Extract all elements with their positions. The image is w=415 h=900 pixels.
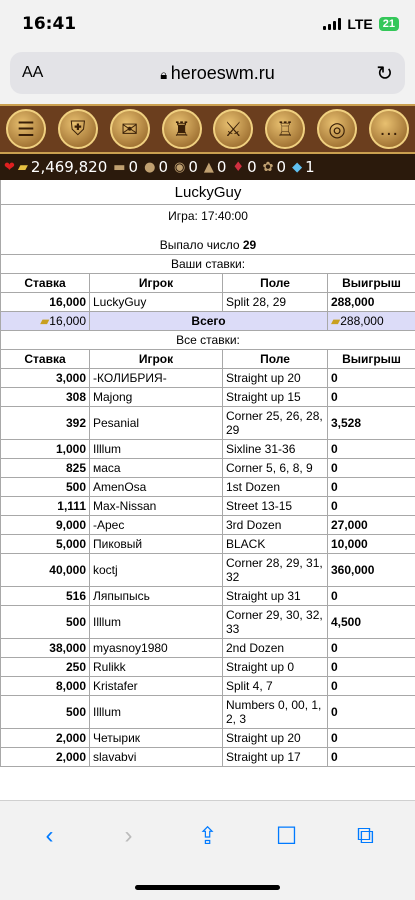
bet-amount: 40,000 bbox=[1, 554, 90, 587]
url-field[interactable] bbox=[10, 52, 405, 94]
gems-icon: ✿ bbox=[262, 159, 274, 175]
result-label: Выпало число bbox=[159, 238, 240, 252]
forward-icon[interactable]: › bbox=[124, 822, 133, 849]
result-line bbox=[1, 238, 415, 252]
bet-win: 360,000 bbox=[328, 554, 415, 587]
table-row bbox=[1, 440, 415, 459]
bet-win: 0 bbox=[328, 696, 415, 729]
results-table bbox=[0, 180, 415, 767]
tabs-icon[interactable]: ⧉ bbox=[356, 822, 375, 849]
bet-field: Straight up 15 bbox=[223, 388, 328, 407]
gold-icon: ▰ bbox=[331, 314, 341, 328]
back-icon[interactable]: ‹ bbox=[45, 822, 54, 849]
bet-win: 0 bbox=[328, 369, 415, 388]
bet-amount: 3,000 bbox=[1, 369, 90, 388]
bet-field: Corner 25, 26, 28, 29 bbox=[223, 407, 328, 440]
bet-amount: 9,000 bbox=[1, 516, 90, 535]
bet-player[interactable]: маса bbox=[90, 459, 223, 478]
bet-win: 0 bbox=[328, 459, 415, 478]
bet-field: Split 28, 29 bbox=[223, 293, 328, 312]
bet-win: 0 bbox=[328, 388, 415, 407]
bet-field: 1st Dozen bbox=[223, 478, 328, 497]
resources-bar bbox=[0, 154, 415, 180]
mercury-icon: ◉ bbox=[173, 159, 186, 175]
crystal-icon: ♦ bbox=[232, 159, 245, 175]
bet-win: 0 bbox=[328, 587, 415, 606]
bet-field: Corner 29, 30, 32, 33 bbox=[223, 606, 328, 639]
bet-amount: 825 bbox=[1, 459, 90, 478]
bet-win: 0 bbox=[328, 497, 415, 516]
bet-player[interactable]: LuckyGuy bbox=[90, 293, 223, 312]
col-player: Игрок bbox=[90, 274, 223, 293]
bet-field: Numbers 0, 00, 1, 2, 3 bbox=[223, 696, 328, 729]
crossed-swords-icon[interactable]: ⚔ bbox=[213, 109, 253, 149]
ore-icon: ● bbox=[144, 159, 156, 175]
bet-win: 0 bbox=[328, 440, 415, 459]
bet-amount: 1,000 bbox=[1, 440, 90, 459]
bet-amount: 5,000 bbox=[1, 535, 90, 554]
bet-amount: 308 bbox=[1, 388, 90, 407]
map-scroll-icon[interactable]: ✉ bbox=[110, 109, 150, 149]
network-label: LTE bbox=[347, 16, 373, 32]
gold-icon: ▰ bbox=[17, 159, 28, 175]
table-row bbox=[1, 696, 415, 729]
bet-amount: 516 bbox=[1, 587, 90, 606]
bet-amount: 392 bbox=[1, 407, 90, 440]
bet-amount: 500 bbox=[1, 696, 90, 729]
bet-field: BLACK bbox=[223, 535, 328, 554]
bet-player[interactable]: Illlum bbox=[90, 440, 223, 459]
bet-player[interactable]: Illlum bbox=[90, 696, 223, 729]
resource-value: 0 bbox=[128, 158, 139, 176]
bet-field: Corner 5, 6, 8, 9 bbox=[223, 459, 328, 478]
bet-amount: 500 bbox=[1, 478, 90, 497]
resource-value: 0 bbox=[276, 158, 287, 176]
bet-win: 0 bbox=[328, 729, 415, 748]
all-bets-header bbox=[1, 350, 415, 369]
wood-icon: ▬ bbox=[113, 159, 126, 175]
total-label: Всего bbox=[90, 312, 328, 331]
bet-field: Straight up 31 bbox=[223, 587, 328, 606]
bet-amount: 1,111 bbox=[1, 497, 90, 516]
table-row bbox=[1, 478, 415, 497]
knight-helmet-icon[interactable]: ⛨ bbox=[58, 109, 98, 149]
table-row bbox=[1, 677, 415, 696]
bet-player[interactable]: Pesanial bbox=[90, 407, 223, 440]
bet-field: Corner 28, 29, 31, 32 bbox=[223, 554, 328, 587]
gold-icon: ▰ bbox=[40, 314, 50, 328]
bet-field: Sixline 31-36 bbox=[223, 440, 328, 459]
menu-icon[interactable]: ☰ bbox=[6, 109, 46, 149]
table-row bbox=[1, 516, 415, 535]
bet-field: Straight up 20 bbox=[223, 369, 328, 388]
table-row bbox=[1, 388, 415, 407]
total-win: 288,000 bbox=[340, 314, 384, 328]
bet-amount: 2,000 bbox=[1, 748, 90, 767]
bet-win: 4,500 bbox=[328, 606, 415, 639]
roulette-results bbox=[0, 180, 415, 804]
result-number: 29 bbox=[242, 238, 257, 252]
bet-win: 10,000 bbox=[328, 535, 415, 554]
bet-win: 0 bbox=[328, 677, 415, 696]
bet-player[interactable]: Max-Nissan bbox=[90, 497, 223, 516]
bet-field: Street 13-15 bbox=[223, 497, 328, 516]
resource-value: 0 bbox=[247, 158, 257, 176]
resource-value: 0 bbox=[188, 158, 198, 176]
url-text[interactable] bbox=[62, 63, 373, 84]
resource-value: 0 bbox=[158, 158, 168, 176]
bet-amount: 2,000 bbox=[1, 729, 90, 748]
bet-player[interactable]: AmenOsa bbox=[90, 478, 223, 497]
col-bet: Ставка bbox=[1, 274, 90, 293]
table-row bbox=[1, 639, 415, 658]
game-nav-bar bbox=[0, 104, 415, 154]
bet-amount: 16,000 bbox=[1, 293, 90, 312]
bet-field: Split 4, 7 bbox=[223, 677, 328, 696]
browser-url-bar bbox=[0, 48, 415, 104]
my-bets-title: Ваши ставки: bbox=[1, 255, 415, 274]
bet-player[interactable]: Majong bbox=[90, 388, 223, 407]
resource-value: 2,469,820 bbox=[30, 158, 108, 176]
table-row bbox=[1, 748, 415, 767]
col-field: Поле bbox=[223, 350, 328, 369]
col-player: Игрок bbox=[90, 350, 223, 369]
bet-player[interactable]: myasnoy1980 bbox=[90, 639, 223, 658]
bet-win: 0 bbox=[328, 658, 415, 677]
table-row bbox=[1, 459, 415, 478]
table-row bbox=[1, 554, 415, 587]
player-name[interactable]: LuckyGuy bbox=[174, 184, 242, 201]
bet-amount: 38,000 bbox=[1, 639, 90, 658]
bet-amount: 8,000 bbox=[1, 677, 90, 696]
bet-player[interactable]: Rulikk bbox=[90, 658, 223, 677]
bet-player[interactable]: koctj bbox=[90, 554, 223, 587]
reader-options-button[interactable]: AA bbox=[22, 64, 44, 81]
bet-amount: 500 bbox=[1, 606, 90, 639]
my-bet-row bbox=[1, 293, 415, 312]
bet-field: 3rd Dozen bbox=[223, 516, 328, 535]
bet-win: 288,000 bbox=[328, 293, 415, 312]
col-bet: Ставка bbox=[1, 350, 90, 369]
col-win: Выигрыш bbox=[328, 274, 415, 293]
all-bets-body bbox=[1, 369, 415, 767]
bet-field: 2nd Dozen bbox=[223, 639, 328, 658]
table-row bbox=[1, 606, 415, 639]
table-row bbox=[1, 658, 415, 677]
table-row bbox=[1, 587, 415, 606]
bet-player[interactable]: -Арес bbox=[90, 516, 223, 535]
table-row bbox=[1, 535, 415, 554]
all-bets-title: Все ставки: bbox=[1, 331, 415, 350]
bet-amount: 250 bbox=[1, 658, 90, 677]
lock-icon: 🔒︎ bbox=[160, 66, 171, 82]
signal-icon bbox=[323, 18, 341, 30]
status-bar bbox=[0, 0, 415, 48]
table-row bbox=[1, 729, 415, 748]
bet-player[interactable]: Illlum bbox=[90, 606, 223, 639]
col-win: Выигрыш bbox=[328, 350, 415, 369]
diamond-icon: ◆ bbox=[292, 159, 303, 175]
home-indicator bbox=[135, 885, 280, 890]
reload-icon[interactable]: ↻ bbox=[376, 62, 393, 85]
bet-player[interactable]: Пиковый bbox=[90, 535, 223, 554]
table-row bbox=[1, 369, 415, 388]
bet-player[interactable]: Ляпыпысь bbox=[90, 587, 223, 606]
battery-icon: 21 bbox=[379, 17, 399, 31]
bet-field: Straight up 20 bbox=[223, 729, 328, 748]
table-row bbox=[1, 407, 415, 440]
my-bets-header bbox=[1, 274, 415, 293]
status-time: 16:41 bbox=[22, 14, 77, 34]
share-icon[interactable]: ⇪ bbox=[197, 822, 218, 850]
resource-value: 1 bbox=[305, 158, 315, 176]
bet-win: 3,528 bbox=[328, 407, 415, 440]
total-bet: 16,000 bbox=[49, 314, 86, 328]
bet-win: 0 bbox=[328, 478, 415, 497]
bet-player[interactable]: Kristafer bbox=[90, 677, 223, 696]
url-domain: heroeswm.ru bbox=[170, 62, 275, 83]
status-icons bbox=[323, 16, 399, 32]
sulfur-icon: ▲ bbox=[203, 159, 214, 175]
total-row bbox=[1, 312, 415, 331]
bet-player[interactable]: Четырик bbox=[90, 729, 223, 748]
browser-toolbar bbox=[0, 800, 415, 900]
game-time: Игра: 17:40:00 bbox=[168, 209, 248, 223]
bag-icon[interactable]: ♜ bbox=[162, 109, 202, 149]
resource-value: 0 bbox=[216, 158, 227, 176]
bet-win: 0 bbox=[328, 748, 415, 767]
col-field: Поле bbox=[223, 274, 328, 293]
heart-icon: ❤ bbox=[4, 159, 15, 175]
bet-player[interactable]: -КОЛИБРИЯ- bbox=[90, 369, 223, 388]
bet-player[interactable]: slavabvi bbox=[90, 748, 223, 767]
bet-win: 27,000 bbox=[328, 516, 415, 535]
bet-win: 0 bbox=[328, 639, 415, 658]
bet-field: Straight up 17 bbox=[223, 748, 328, 767]
tavern-mug-icon[interactable]: ♖ bbox=[265, 109, 305, 149]
bookmarks-icon[interactable]: ☐ bbox=[275, 822, 298, 850]
roulette-icon[interactable]: ◎ bbox=[317, 109, 357, 149]
table-row bbox=[1, 497, 415, 516]
bet-field: Straight up 0 bbox=[223, 658, 328, 677]
chat-icon[interactable]: … bbox=[369, 109, 409, 149]
